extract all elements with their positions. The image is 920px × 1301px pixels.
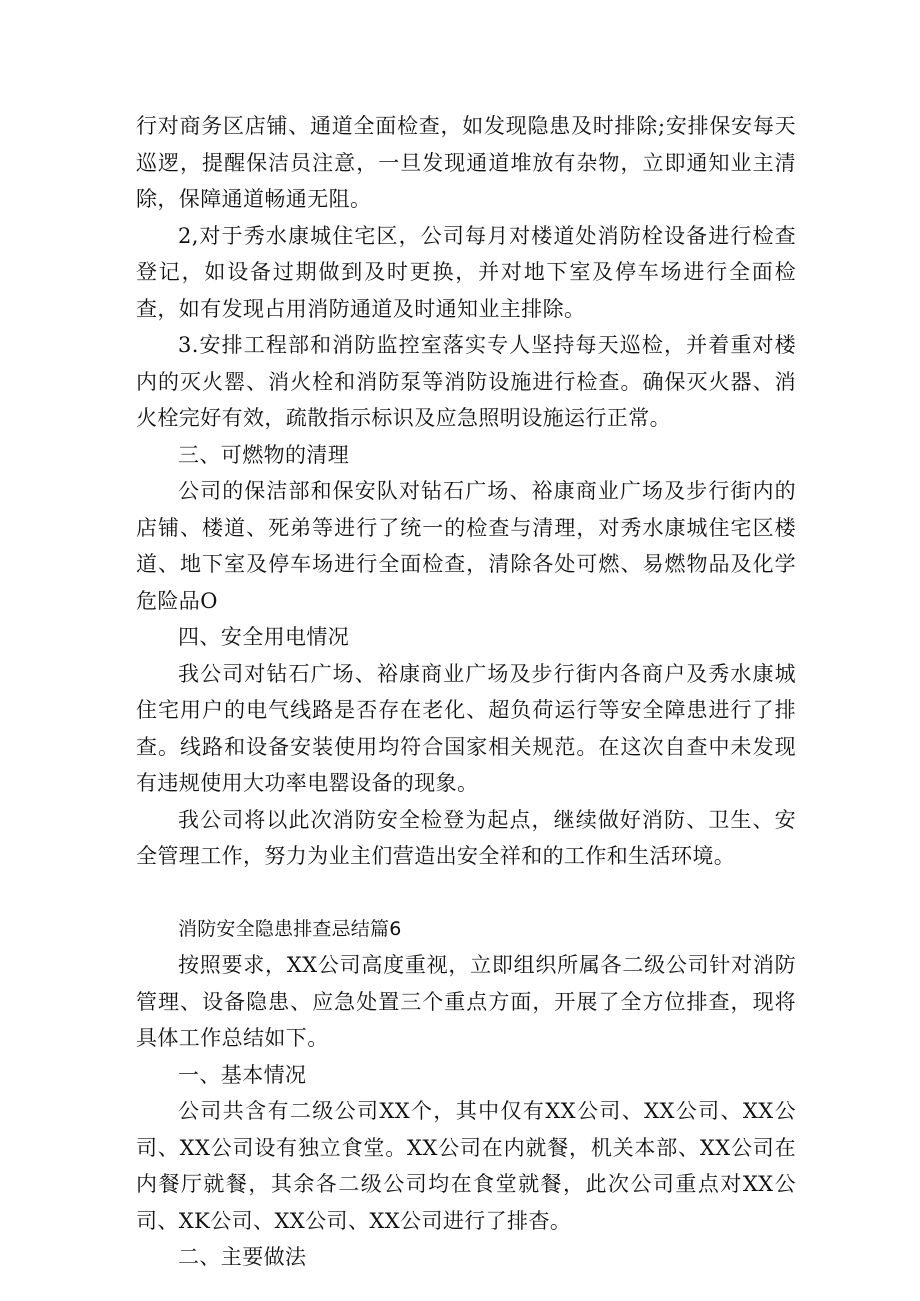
heading-main-methods: 二、主要做法 [178,1245,307,1269]
paragraph-electrical-check: 我公司对钻石广场、裕康商业广场及步行街内各商户及秀水康城住宅用户的电气线路是否存在老化、超负荷运行等安全障患进行了排查。线路和设备安装使用均符合国家相关规范。在这次自查中未发现有违规使用大功率电罂设备的现象。 [136,661,796,795]
paragraph-item-2-residential: 2,对于秀水康城住宅区，公司每月对楼道处消防栓设备进行检查登记，如设备过期做到及时更换，并对地下室及停车场进行全面检查，如有发现占用消防通道及时通知业主排除。 [136,223,796,321]
paragraph-combustibles-cleanup: 公司的保洁部和保安队对钻石广场、裕康商业广场及步行街内的店铺、楼道、死弟等进行了统一的检查与清理，对秀水康城住宅区楼道、地下室及停车场进行全面检查，清除各处可燃、易燃物品及化学危险品O [136,479,796,613]
paragraph-item-3-patrol: 3.安排工程部和消防监控室落实专人坚持每天巡检，并着重对楼内的灭火罂、消火栓和消防泵等消防设施进行检查。确保灭火器、消火栓完好有效，疏散指示标识及应急照明设施运行正常。 [136,333,796,430]
paragraph-continued-inspection: 行对商务区店铺、通道全面检查，如发现隐患及时排除;安排保安每天巡逻，提醒保洁员注意，一旦发现通道堆放有杂物，立即通知业主清除，保障通道畅通无阻。 [136,114,796,211]
heading-basic-situation: 一、基本情况 [178,1062,307,1087]
document-body [136,108,796,1276]
paragraph-introduction: 按照要求，XX公司高度重视，立即组织所属各二级公司针对消防管理、设备隐患、应急处置三个重点方面，开展了全方位排查，现将具体工作总结如下。 [136,953,796,1050]
heading-electrical-safety: 四、安全用电情况 [178,625,350,649]
paragraph-closing-statement: 我公司将以此次消防安全检登为起点，继续做好消防、卫生、安全管理工作，努力为业主们营造出安全祥和的工作和生活环境。 [136,807,796,868]
section-title-part-6: 消防安全隐患排查忌结篇6 [178,917,402,940]
paragraph-basic-situation: 公司共含有二级公司XX个，其中仅有XX公司、XX公司、XX公司、XX公司设有独立食堂。XX公司在内就餐，机关本部、XX公司在内餐厅就餐，其余各二级公司均在食堂就餐，此次公司重点对XX公司、XK公司、XX公司、XX公司进行了排杳。 [136,1099,796,1233]
heading-combustibles: 三、可燃物的清理 [178,442,350,467]
